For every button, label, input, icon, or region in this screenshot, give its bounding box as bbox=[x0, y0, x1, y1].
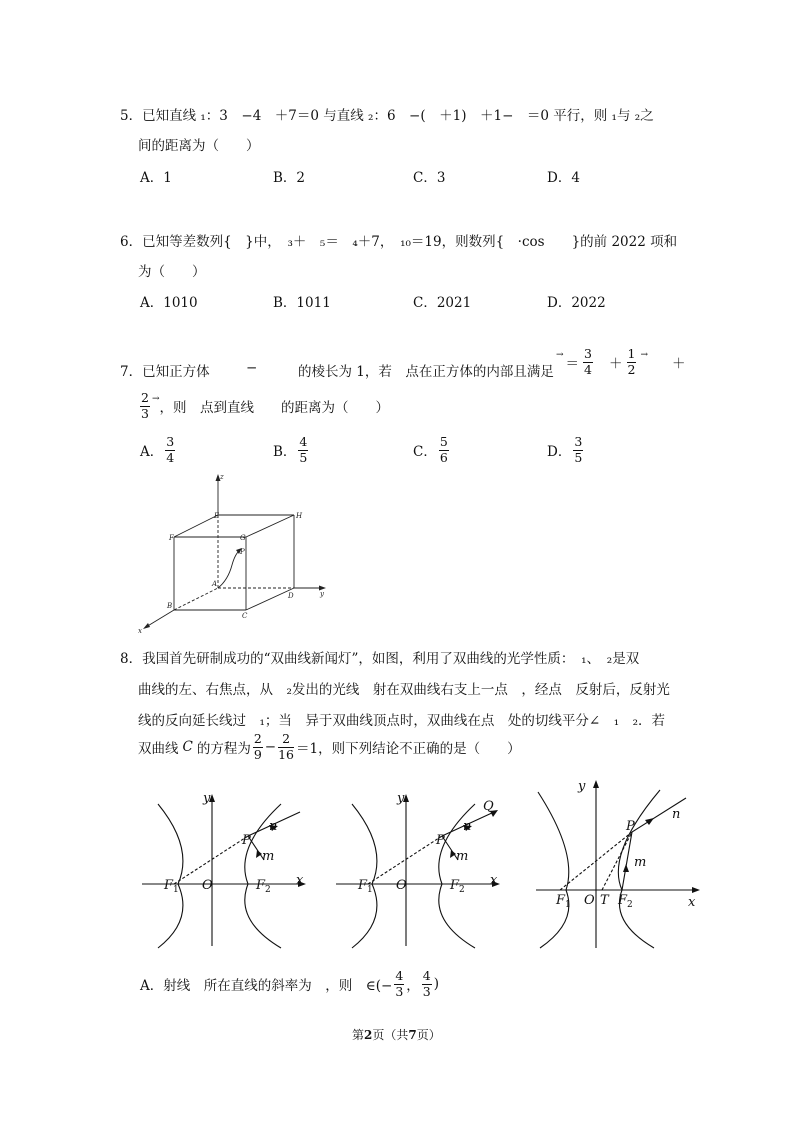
comma: ， bbox=[406, 978, 420, 994]
hyperbola-figure-2 bbox=[330, 788, 510, 953]
label-y: y bbox=[203, 791, 211, 806]
q7-option-b bbox=[273, 436, 310, 464]
fraction-3-4 bbox=[583, 348, 593, 376]
label-t: T bbox=[600, 893, 609, 908]
label-o: O bbox=[584, 893, 595, 908]
label-n: n bbox=[269, 819, 278, 834]
q8-line3: 线的反向延长线过 ₁；当 异于双曲线顶点时，双曲线在点 处的切线平分∠ ₁ ₂．若 bbox=[138, 713, 666, 729]
q8-line1: 8．我国首先研制成功的“双曲线新闻灯”，如图，利用了双曲线的光学性质： ₁、 ₂是双 bbox=[120, 651, 640, 667]
label-f1: $F_1$ bbox=[358, 878, 373, 895]
denominator: 5 bbox=[574, 449, 583, 465]
q6-line2: 为（ ） bbox=[138, 264, 206, 280]
denominator: 5 bbox=[299, 449, 308, 465]
total-pages: 7 bbox=[408, 1028, 417, 1042]
numerator: 2 bbox=[141, 390, 149, 405]
text-segment: A．射线 所在直线的斜率为 ，则 ∈(− bbox=[140, 978, 393, 994]
q7-option-c bbox=[413, 436, 451, 464]
cube-label-c: C bbox=[242, 612, 248, 620]
q5-option-d: D．4 bbox=[547, 170, 580, 186]
text-segment: 的方程为 bbox=[196, 741, 251, 757]
numerator: 3 bbox=[574, 434, 583, 449]
q7-line1-a: 7．已知正方体 bbox=[120, 364, 210, 380]
numerator: 5 bbox=[439, 434, 448, 449]
option-fraction bbox=[165, 436, 175, 464]
denominator: 6 bbox=[439, 449, 448, 465]
denominator: 16 bbox=[278, 746, 295, 762]
numerator: 4 bbox=[299, 434, 308, 449]
numerator: 3 bbox=[166, 434, 175, 449]
option-label: A． bbox=[140, 444, 164, 460]
vector-arrow: → bbox=[640, 350, 648, 360]
option-fraction bbox=[573, 436, 583, 464]
label-y: y bbox=[397, 791, 405, 806]
label-m: m bbox=[456, 849, 469, 864]
denominator: 4 bbox=[584, 361, 592, 377]
label-o: O bbox=[396, 878, 407, 893]
q5-line2: 间的距离为（ ） bbox=[138, 138, 260, 154]
denominator: 3 bbox=[422, 983, 431, 999]
cube-label-g: G bbox=[240, 534, 246, 542]
label-m: m bbox=[634, 855, 647, 870]
option-label: D． bbox=[547, 444, 572, 460]
denominator: 3 bbox=[395, 983, 404, 999]
cube-label-y: y bbox=[320, 590, 324, 598]
cube-label-z: z bbox=[220, 473, 224, 481]
label-y: y bbox=[578, 779, 586, 794]
q6-option-b: B．1011 bbox=[273, 295, 331, 311]
q6-option-a: A．1010 bbox=[140, 295, 198, 311]
footer-text: 页） bbox=[416, 1028, 441, 1042]
vector-arrow: → bbox=[151, 394, 160, 404]
cube-label-e: E bbox=[214, 512, 220, 520]
cube-label-h: H bbox=[296, 512, 303, 520]
q8-line2: 曲线的左、右焦点，从 ₂发出的光线 射在双曲线右支上一点 ，经点 反射后，反射光 bbox=[138, 682, 670, 698]
minus-sign: − bbox=[264, 739, 277, 755]
page-number: 2 bbox=[364, 1028, 373, 1042]
cube-label-f: F bbox=[169, 534, 174, 542]
eq-fraction-2 bbox=[278, 733, 294, 761]
denominator: 4 bbox=[166, 449, 175, 465]
cube-label-b: B bbox=[167, 602, 173, 610]
label-f2: $F_2$ bbox=[256, 878, 271, 895]
q7-option-d bbox=[547, 436, 585, 464]
q5-option-b: B．2 bbox=[273, 170, 306, 186]
option-fraction bbox=[439, 436, 449, 464]
q7-option-a bbox=[140, 436, 177, 464]
denominator: 3 bbox=[141, 405, 149, 421]
cube-label-d: D bbox=[288, 592, 294, 600]
denominator: 9 bbox=[253, 746, 262, 762]
q5-option-a: A．1 bbox=[140, 170, 172, 186]
footer-text: 页（共 bbox=[372, 1028, 409, 1042]
numerator: 4 bbox=[395, 968, 404, 983]
label-n: n bbox=[463, 819, 472, 834]
label-q: Q bbox=[483, 799, 494, 814]
label-p: P bbox=[242, 833, 251, 848]
text-segment: ＝1，则下列结论不正确的是（ ） bbox=[296, 741, 521, 757]
numerator: 4 bbox=[422, 968, 431, 983]
q8-option-a bbox=[140, 970, 439, 998]
eq-fraction-1 bbox=[253, 733, 263, 761]
curve-name: C bbox=[182, 739, 193, 755]
label-n: n bbox=[672, 807, 681, 822]
cube-label-a: A bbox=[212, 580, 218, 588]
hyperbola-figure-1 bbox=[136, 788, 316, 953]
label-p: P bbox=[436, 833, 445, 848]
label-f1: $F_1$ bbox=[556, 893, 571, 910]
label-x: x bbox=[490, 873, 498, 888]
hyperbola-figure-3 bbox=[530, 772, 706, 952]
q5-option-c: C．3 bbox=[413, 170, 446, 186]
q7-line1-dash: − bbox=[246, 360, 258, 376]
q7-line1-b: 的棱长为 1，若 点在正方体的内部且满足 bbox=[298, 364, 554, 380]
label-m: m bbox=[262, 849, 275, 864]
fraction-1-2 bbox=[627, 348, 637, 376]
fraction-4-3 bbox=[394, 970, 404, 998]
vector-arrow: → bbox=[556, 350, 564, 360]
cube-label-p: P bbox=[240, 548, 245, 556]
plus-sign: ＋ bbox=[672, 356, 686, 372]
cube-figure bbox=[134, 470, 334, 635]
q7-vector-equation bbox=[556, 348, 686, 376]
q6-line1: 6．已知等差数列{ }中， ₃＋ ₅＝ ₄＋7， ₁₀＝19，则数列{ ·cos }的前 2022 项和 bbox=[120, 234, 678, 250]
q8-line4 bbox=[138, 733, 521, 761]
label-o: O bbox=[202, 878, 213, 893]
fraction-2-3 bbox=[140, 392, 150, 420]
numerator: 3 bbox=[584, 346, 592, 361]
label-x: x bbox=[688, 895, 696, 910]
label-f2: $F_2$ bbox=[450, 878, 465, 895]
denominator: 2 bbox=[627, 361, 636, 377]
plus-sign: ＋ bbox=[609, 356, 623, 372]
text-segment: 双曲线 bbox=[138, 741, 179, 757]
equals-sign: ＝ bbox=[565, 356, 580, 372]
close-paren: ) bbox=[433, 976, 440, 992]
option-label: C． bbox=[413, 444, 437, 460]
q7-line2-text: ，则 点到直线 的距离为（ ） bbox=[159, 400, 389, 416]
numerator: 1 bbox=[627, 346, 636, 361]
fraction-4-3 bbox=[422, 970, 432, 998]
cube-label-x: x bbox=[138, 627, 142, 635]
q6-option-d: D．2022 bbox=[547, 295, 606, 311]
footer-text: 第 bbox=[352, 1028, 365, 1042]
option-label: B． bbox=[273, 444, 297, 460]
q6-option-c: C．2021 bbox=[413, 295, 472, 311]
label-f1: $F_1$ bbox=[164, 878, 179, 895]
label-f2: $F_2$ bbox=[618, 893, 633, 910]
numerator: 2 bbox=[278, 733, 294, 748]
numerator: 2 bbox=[253, 731, 262, 746]
q7-line2 bbox=[138, 392, 389, 420]
option-fraction bbox=[298, 436, 308, 464]
q5-line1: 5．已知直线 ₁：3 −4 ＋7＝0 与直线 ₂：6 −( ＋1) ＋1− ＝0 平行，则 ₁与 ₂之 bbox=[120, 108, 654, 124]
label-p: P bbox=[626, 819, 635, 834]
label-x: x bbox=[296, 873, 304, 888]
page-footer bbox=[352, 1026, 441, 1043]
